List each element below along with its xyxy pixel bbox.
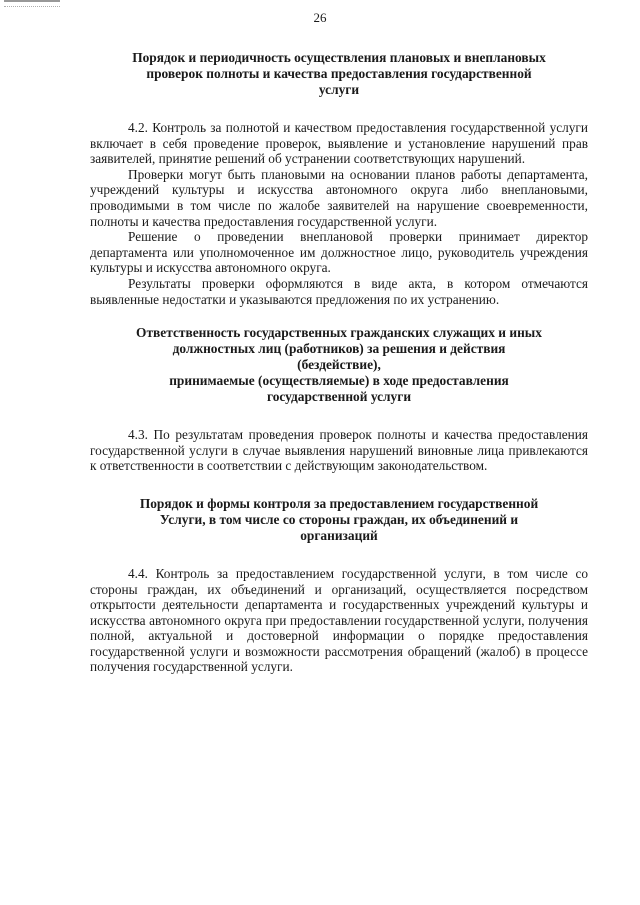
- heading-line: организаций: [300, 527, 378, 543]
- page-number: 26: [313, 10, 327, 25]
- heading-line: Порядок и формы контроля за предоставлением государственной: [139, 495, 539, 511]
- paragraph-4-2: 4.2. Контроль за полнотой и качеством предоставления государственной услуги включает в себя проведение проверок, выявление и установление нарушений прав заявителей, принятие решений об устранении соответствующих нарушений.: [90, 120, 588, 167]
- paragraph-4-3: 4.3. По результатам проведения проверок полноты и качества предоставления государственной услуги в случае выявления нарушений виновные лица привлекаются к ответственности в соответствии с действующим законодательством.: [90, 427, 588, 474]
- heading-line: Услуги, в том числе со стороны граждан, их объединений и: [159, 511, 519, 527]
- section-heading-control-forms: [90, 496, 588, 544]
- scan-corner-mark: [4, 0, 60, 7]
- heading-line: (бездействие),: [297, 357, 381, 373]
- heading-line: услуги: [318, 82, 360, 97]
- paragraph-inspection-results: Результаты проверки оформляются в виде акта, в котором отмечаются выявленные недостатки и указываются предложения по их устранению.: [90, 275, 588, 307]
- section-heading-inspections: [90, 50, 588, 98]
- section-heading-responsibility: [90, 325, 588, 405]
- heading-line: Порядок и периодичность осуществления плановых и внеплановых: [132, 50, 546, 65]
- heading-line: государственной услуги: [266, 389, 412, 405]
- paragraph-4-4: 4.4. Контроль за предоставлением государственной услуги, в том числе со стороны граждан, их объединений и организаций, осуществляется посредством открытости деятельности департамента и государственных учреждений культуры и искусства автономного округа при предоставлении государственной услуги, получения полной, актуальной и достоверной информации о порядке предоставления государственной услуги и возможности рассмотрения обращений (жалоб) в процессе получения государственной услуги.: [90, 565, 588, 675]
- paragraph-unplanned-decision: Решение о проведении внеплановой проверки принимает директор департамента или уполномоченное им должностное лицо, руководитель учреждения культуры и искусства автономного округа.: [90, 229, 588, 276]
- heading-line: Ответственность государственных гражданских служащих и иных: [136, 325, 542, 341]
- heading-line: должностных лиц (работников) за решения и действия: [172, 341, 506, 357]
- heading-line: принимаемые (осуществляемые) в ходе предоставления: [169, 373, 509, 389]
- heading-line: проверок полноты и качества предоставления государственной: [146, 66, 532, 81]
- document-body: [90, 50, 588, 675]
- paragraph-inspection-types: Проверки могут быть плановыми на основании планов работы департамента, учреждений культуры и искусства автономного округа либо внеплановыми, проводимыми в том числе по жалобе заявителей на нарушение своевременности, полноты и качества предоставления государственной услуги.: [90, 166, 588, 229]
